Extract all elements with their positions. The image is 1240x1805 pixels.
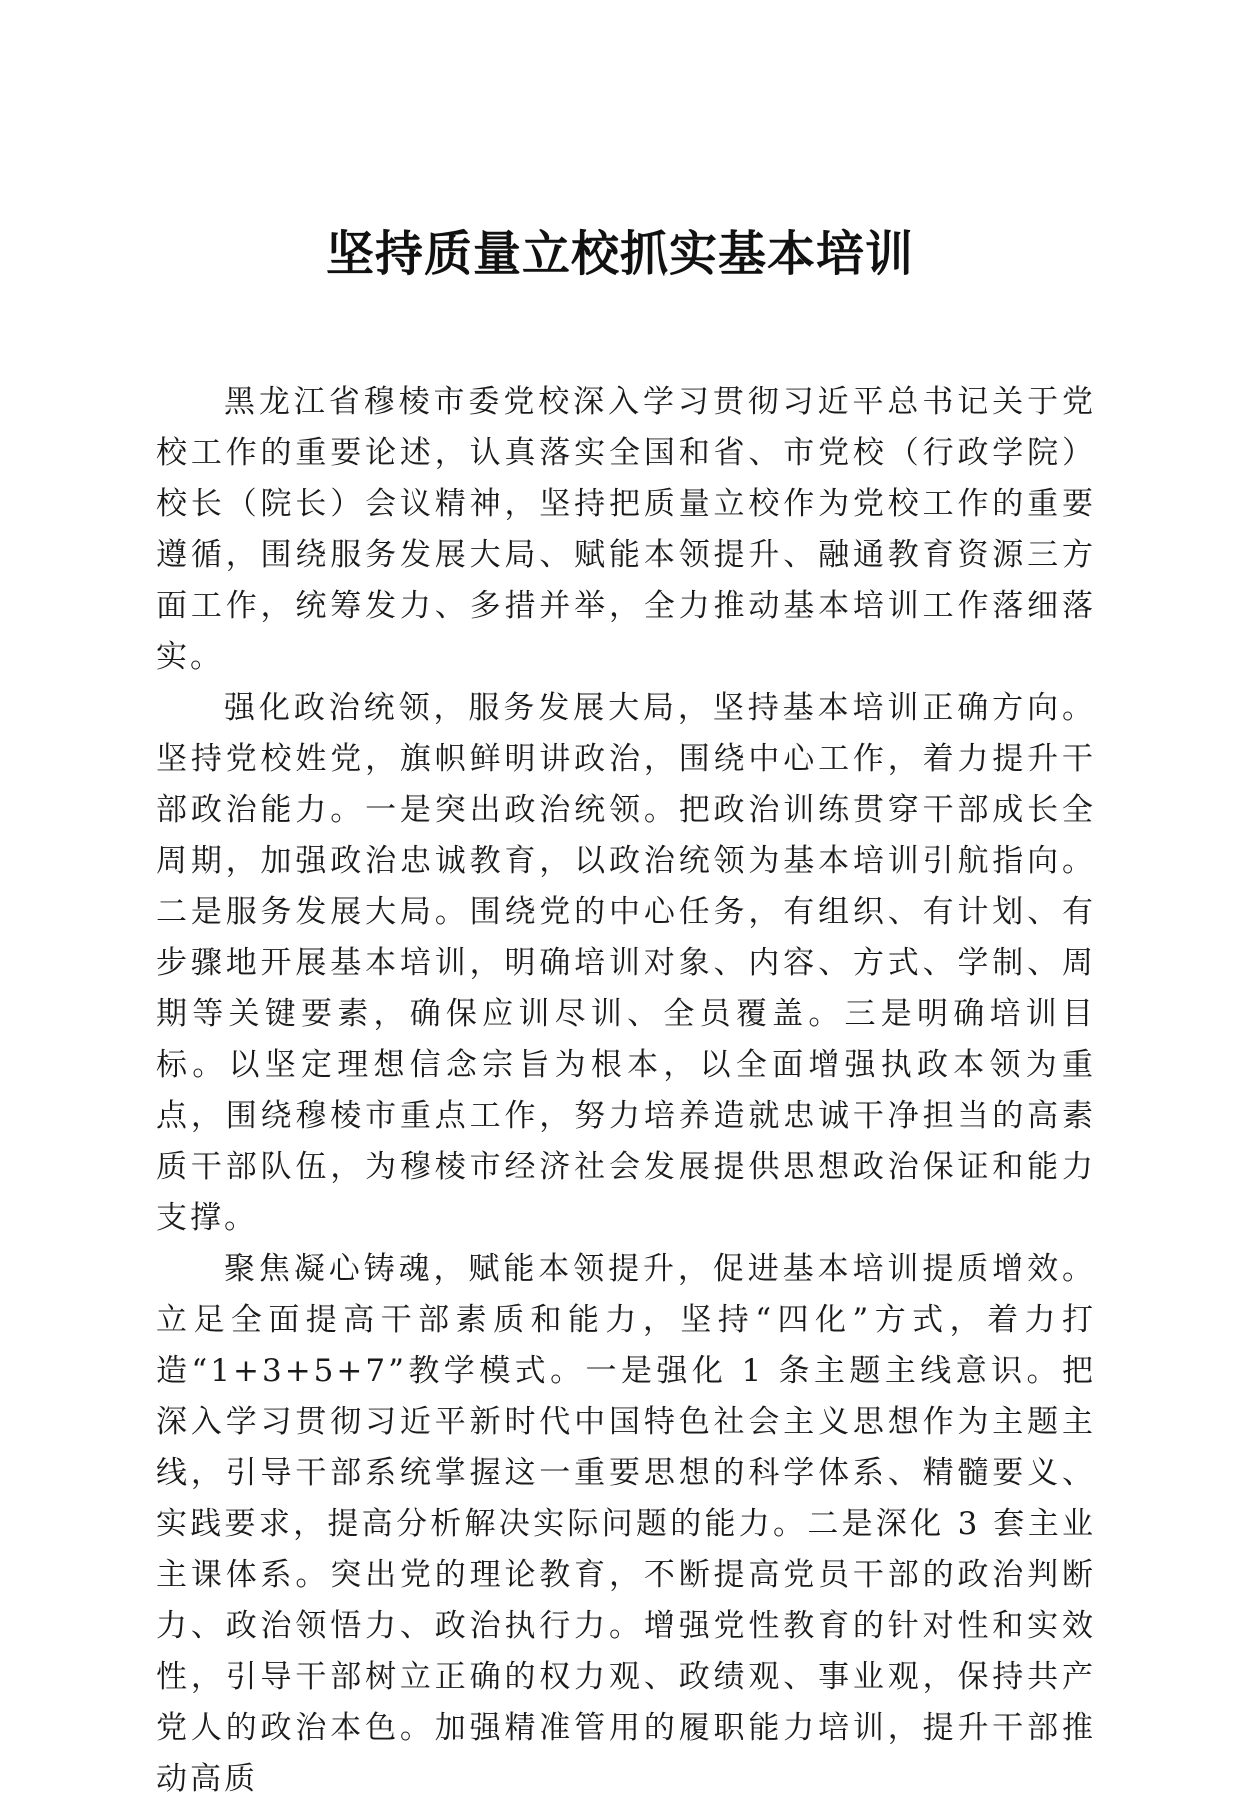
paragraph-intro: 黑龙江省穆棱市委党校深入学习贯彻习近平总书记关于党校工作的重要论述，认真落实全国和省、市党校（行政学院）校长（院长）会议精神，坚持把质量立校作为党校工作的重要遵循，围绕服务发展大局、赋能本领提升、融通教育资源三方面工作，统筹发力、多措并举，全力推动基本培训工作落细落实。 <box>156 384 1096 675</box>
paragraph-political-leadership: 强化政治统领，服务发展大局，坚持基本培训正确方向。坚持党校姓党，旗帜鲜明讲政治，围绕中心工作，着力提升干部政治能力。一是突出政治统领。把政治训练贯穿干部成长全周期，加强政治忠诚教育，以政治统领为基本培训引航指向。二是服务发展大局。围绕党的中心任务，有组织、有计划、有步骤地开展基本培训，明确培训对象、内容、方式、学制、周期等关键要素，确保应训尽训、全员覆盖。三是明确培训目标。以坚定理想信念宗旨为根本，以全面增强执政本领为重点，围绕穆棱市重点工作，努力培养造就忠诚干净担当的高素质干部队伍，为穆棱市经济社会发展提供思想政治保证和能力支撑。 <box>156 690 1096 1236</box>
document-title: 坚持质量立校抓实基本培训 <box>325 226 914 282</box>
paragraph-capability-building: 聚焦凝心铸魂，赋能本领提升，促进基本培训提质增效。立足全面提高干部素质和能力，坚持“四化”方式，着力打造“1+3+5+7”教学模式。一是强化 1 条主题主线意识。把深入学习贯彻习近平新时代中国特色社会主义思想作为主题主线，引导干部系统掌握这一重要思想的科学体系、精髓要义、实践要求，提高分析解决实际问题的能力。二是深化 3 套主业主课体系。突出党的理论教育，不断提高党员干部的政治判断力、政治领悟力、政治执行力。增强党性教育的针对性和实效性，引导干部树立正确的权力观、政绩观、事业观，保持共产党人的政治本色。加强精准管用的履职能力培训，提升干部推动高质 <box>156 1251 1096 1797</box>
document-body <box>156 377 1096 1805</box>
